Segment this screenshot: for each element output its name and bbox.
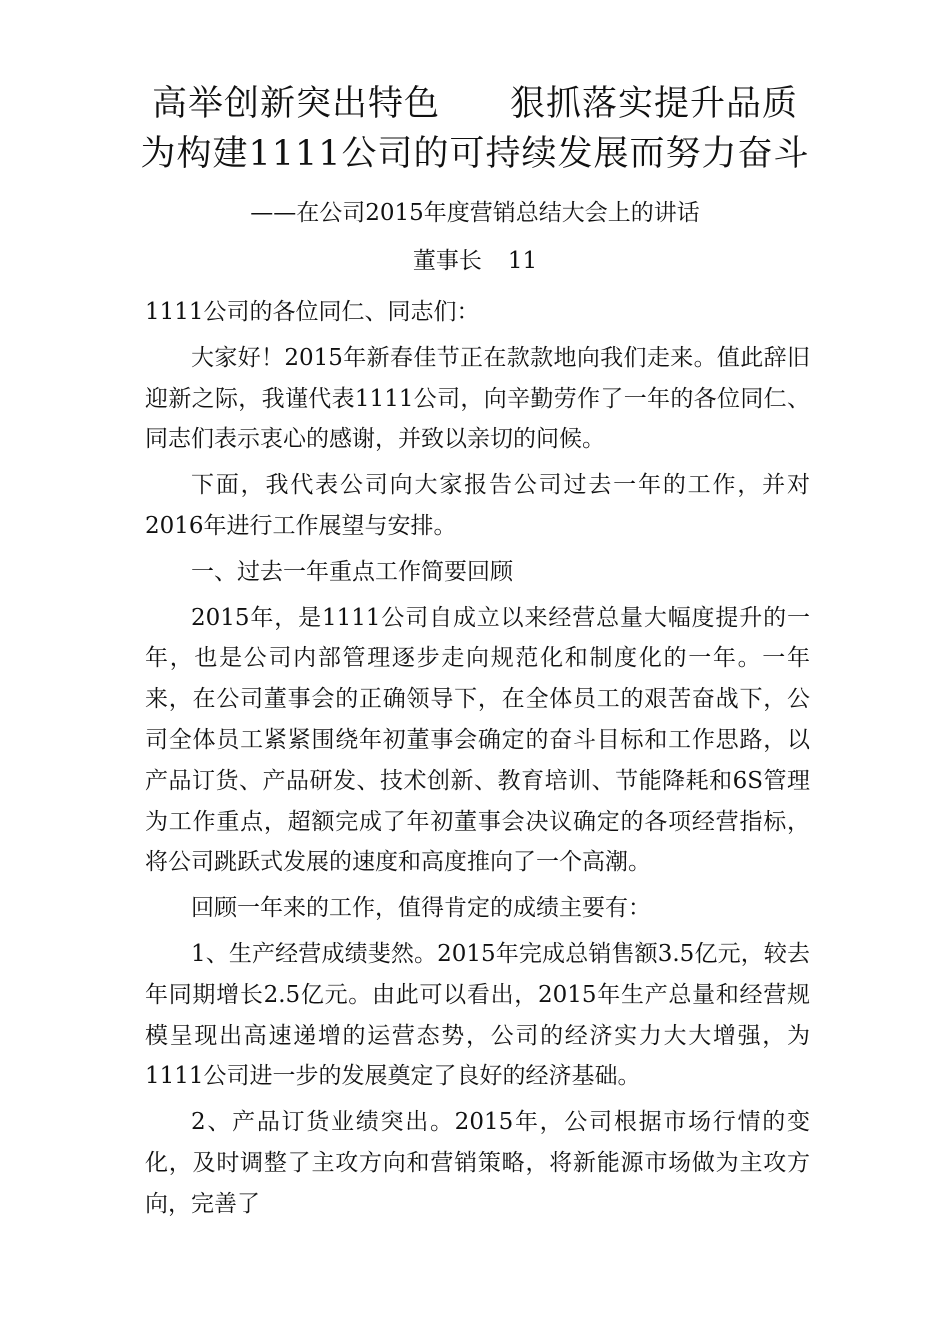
title-part-2: 狠抓落实提升品质 [510,84,799,124]
paragraph: 大家好！2015年新春佳节正在款款地向我们走来。值此辞旧迎新之际，我谨代表1111公司，向辛勤劳作了一年的各位同仁、同志们表示衷心的感谢，并致以亲切的问候。 [145,344,810,453]
paragraph: 2015年，是1111公司自成立以来经营总量大幅度提升的一年，也是公司内部管理逐步走向规范化和制度化的一年。一年来，在公司董事会的正确领导下，在全体员工的艰苦奋战下，公司全体员工紧紧围绕年初董事会确定的奋斗目标和工作思路，以产品订货、产品研发、技术创新、教育培训、节能降耗和6S管理为工作重点，超额完成了年初董事会决议确定的各项经营指标，将公司跳跃式发展的速度和高度推向了一个高潮。 [145,604,810,876]
title-line-1 [0,82,950,126]
paragraph: 2、产品订货业绩突出。2015年，公司根据市场行情的变化，及时调整了主攻方向和营销策略，将新能源市场做为主攻方向，完善了 [145,1109,810,1217]
author-title: 董事长 [412,248,482,274]
salutation: 1111公司的各位同仁、同志们： [145,299,480,325]
title-part-1: 高举创新突出特色 [151,84,440,124]
subtitle: ——在公司2015年度营销总结大会上的讲话 [250,200,700,226]
title-line-2: 为构建1111公司的可持续发展而努力奋斗 [140,134,810,174]
author-line [0,246,950,276]
paragraph: 下面，我代表公司向大家报告公司过去一年的工作，并对2016年进行工作展望与安排。 [145,472,810,539]
paragraph: 1、生产经营成绩斐然。2015年完成总销售额3.5亿元，较去年同期增长2.5亿元。由此可以看出，2015年生产总量和经营规模呈现出高速递增的运营态势，公司的经济实力大大增强，为1111公司进一步的发展奠定了良好的经济基础。 [145,940,810,1090]
author-name: 11 [507,248,538,274]
body-text [145,292,810,1230]
section-heading: 一、过去一年重点工作简要回顾 [191,558,513,585]
paragraph: 回顾一年来的工作，值得肯定的成绩主要有： [191,895,651,922]
